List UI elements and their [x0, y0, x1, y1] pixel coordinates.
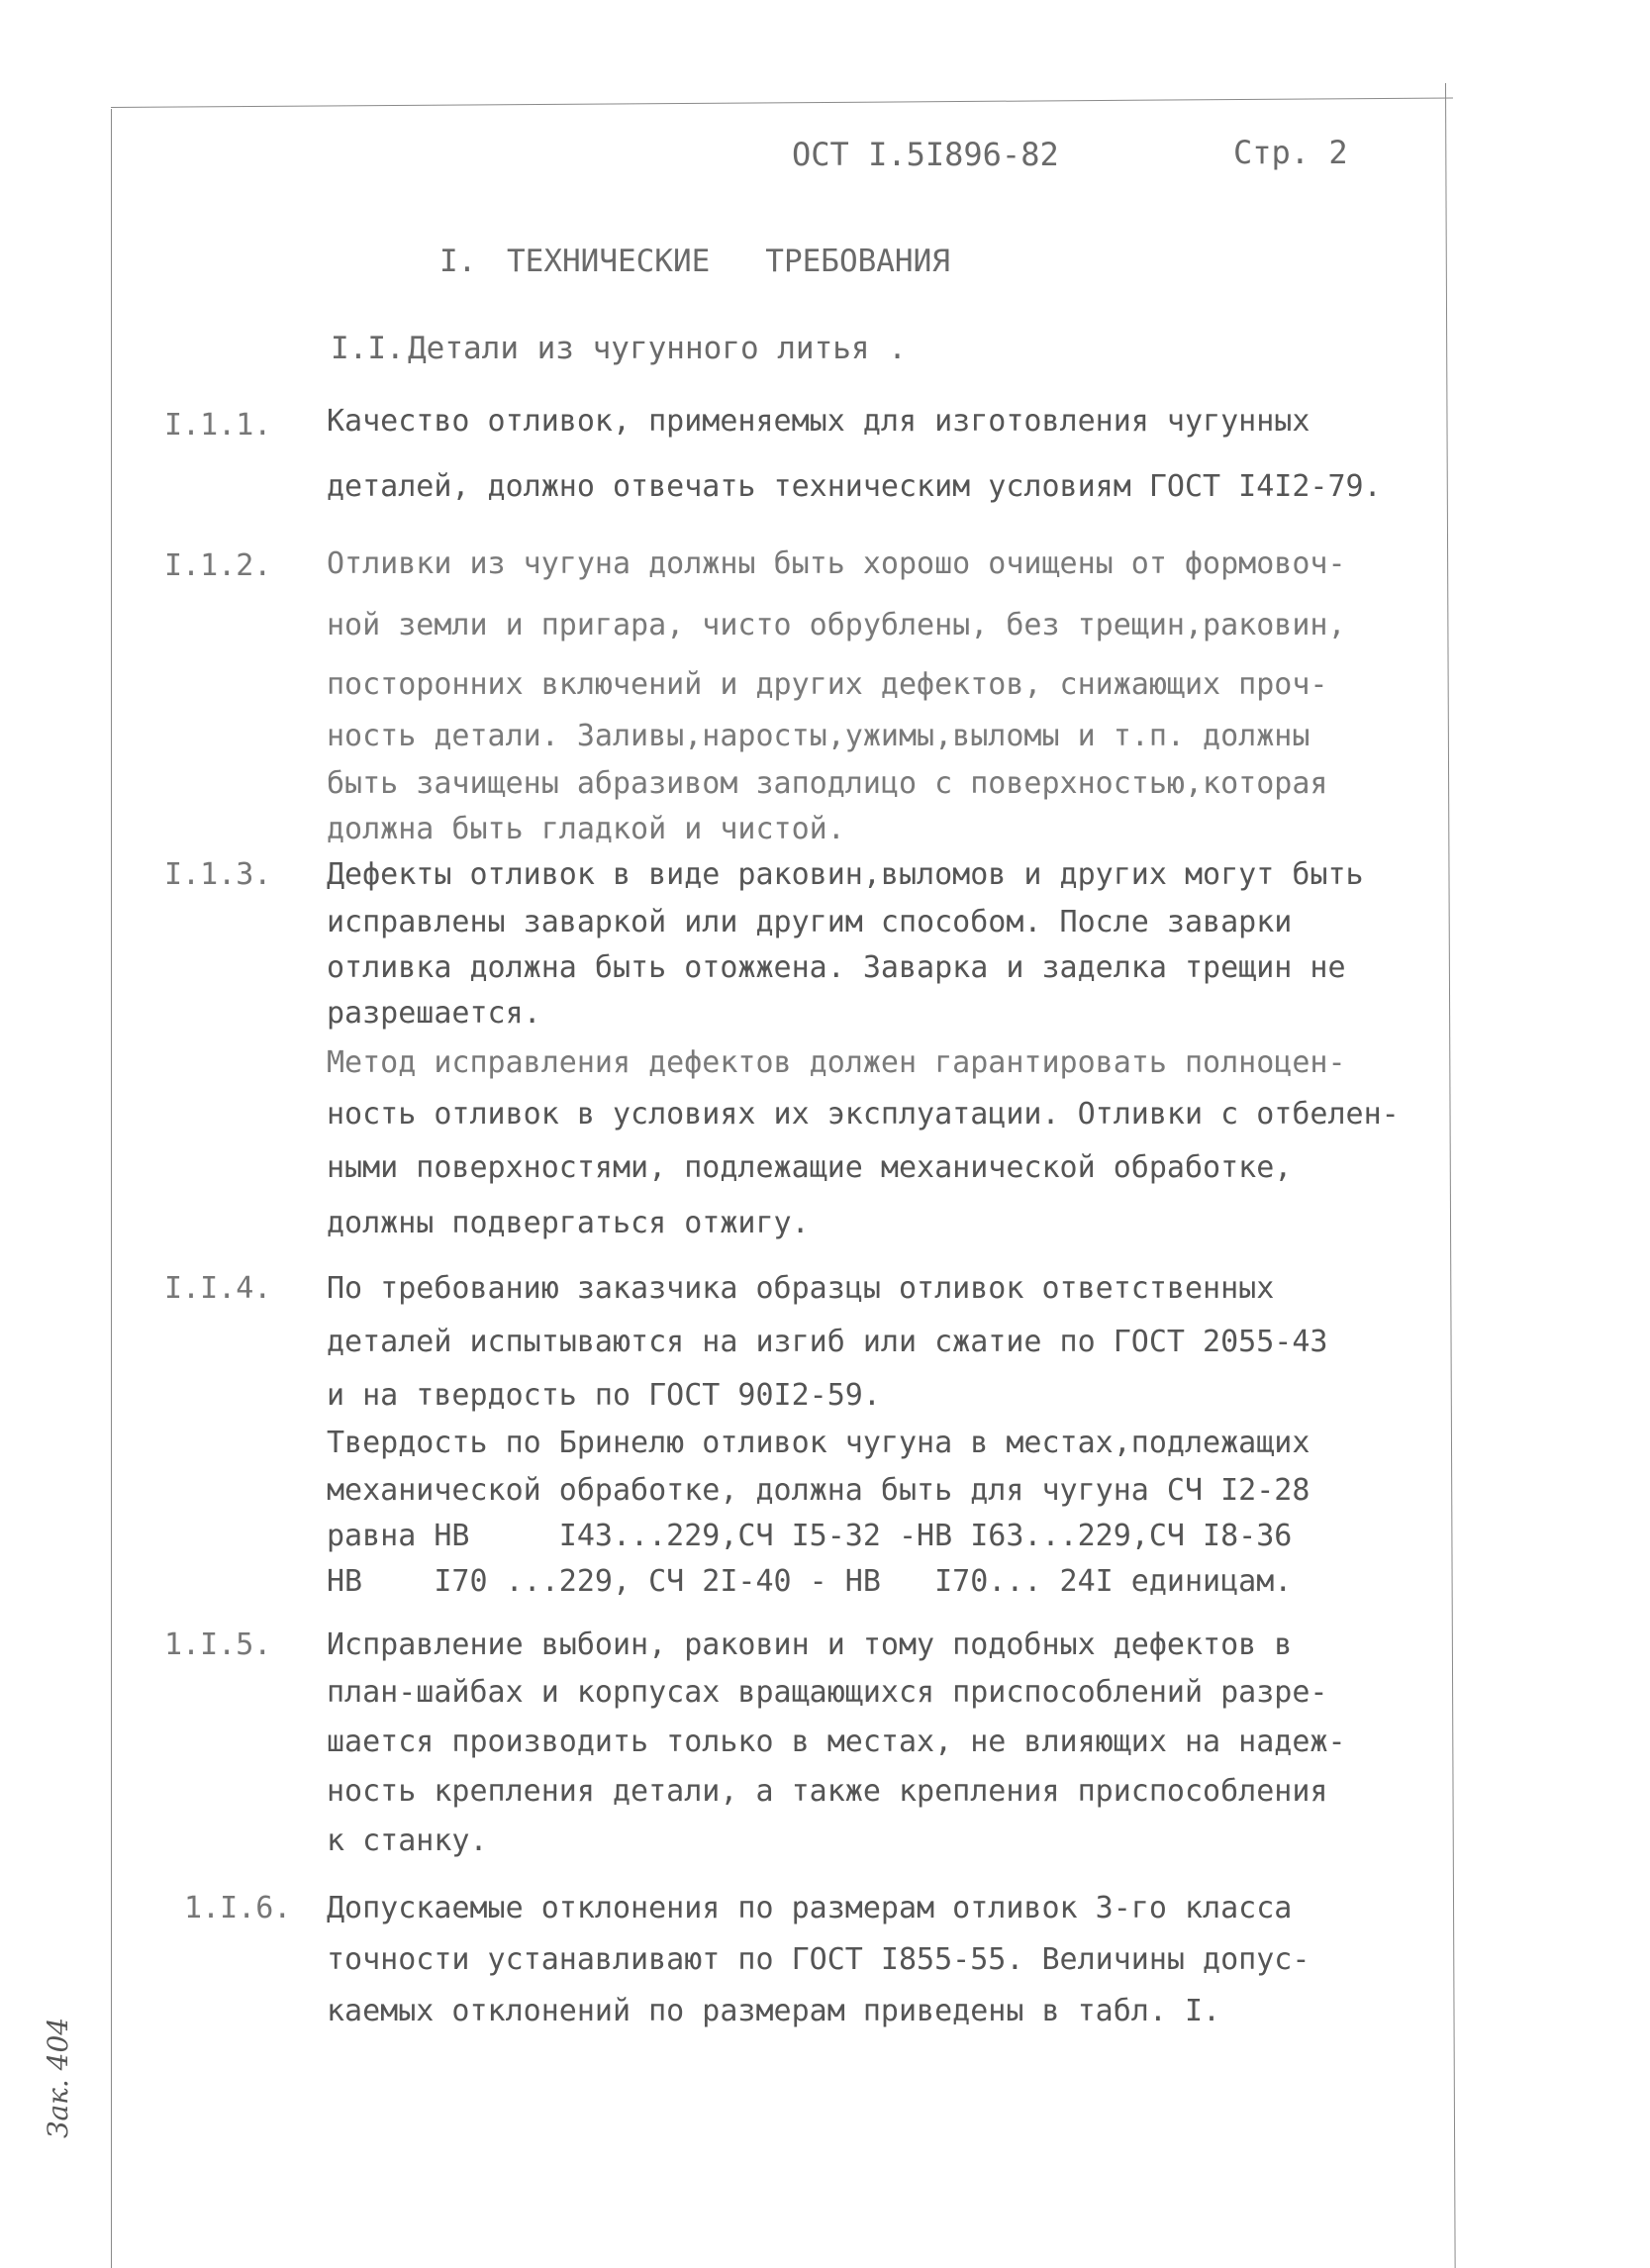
item-line: разрешается. — [327, 996, 541, 1031]
item-line: Твердость по Бринелю отливок чугуна в местах,подлежащих — [327, 1426, 1310, 1460]
subsection-title: Детали из чугунного литья . — [408, 331, 907, 366]
item-line: ной земли и пригара, чисто обрублены, без трещин,раковин, — [327, 608, 1346, 642]
item-line: Метод исправления дефектов должен гарантировать полноцен- — [327, 1045, 1346, 1080]
item-line: должны подвергаться отжигу. — [327, 1206, 810, 1240]
item-line: быть зачищены абразивом заподлицо с поверхностью,которая — [327, 766, 1328, 801]
item-number: 1.I.5. — [164, 1627, 272, 1662]
subsection-number: I.I. — [331, 331, 405, 366]
item-number: I.1.1. — [164, 408, 272, 443]
item-line: Дефекты отливок в виде раковин,выломов и других могут быть — [327, 857, 1364, 892]
item-line: план-шайбах и корпусах вращающихся приспособлений разре- — [327, 1675, 1328, 1710]
item-line: НВ I70 ...229, СЧ 2I-40 - НВ I70... 24I единицам. — [327, 1564, 1293, 1599]
item-line: Допускаемые отклонения по размерам отливок 3-го класса — [327, 1891, 1293, 1925]
item-line: деталей, должно отвечать техническим условиям ГОСТ I4I2-79. — [327, 469, 1382, 504]
item-line: По требованию заказчика образцы отливок ответственных — [327, 1271, 1275, 1306]
item-line: механической обработке, должна быть для чугуна СЧ I2-28 — [327, 1473, 1310, 1508]
item-number: I.I.4. — [164, 1271, 272, 1306]
item-line: и на твердость по ГОСТ 90I2-59. — [327, 1378, 881, 1413]
item-number: 1.I.6. — [184, 1891, 292, 1925]
item-line: ными поверхностями, подлежащие механической обработке, — [327, 1150, 1293, 1185]
item-number: I.1.3. — [164, 857, 272, 892]
margin-order-note: Зак. 404 — [42, 2017, 74, 2138]
item-line: ность крепления детали, а также крепления приспособления — [327, 1774, 1328, 1809]
item-line: отливка должна быть отожжена. Заварка и заделка трещин не — [327, 950, 1346, 985]
item-line: шается производить только в местах, не влияющих на надеж- — [327, 1725, 1346, 1759]
section-number: I. — [439, 244, 477, 279]
document-number: ОСТ I.5I896-82 — [792, 136, 1059, 173]
page-number: Стр. 2 — [1233, 134, 1348, 171]
item-line: Качество отливок, применяемых для изготовления чугунных — [327, 404, 1310, 439]
section-title: ТЕХНИЧЕСКИЕ ТРЕБОВАНИЯ — [507, 244, 950, 279]
page-frame-left — [111, 109, 112, 2268]
page-frame-top — [111, 98, 1453, 108]
item-line: каемых отклонений по размерам приведены в табл. I. — [327, 1994, 1221, 2028]
item-line: равна НВ I43...229,СЧ I5-32 -НВ I63...229,СЧ I8-36 — [327, 1519, 1293, 1553]
page-frame-right — [1445, 83, 1456, 2268]
item-line: должна быть гладкой и чистой. — [327, 812, 845, 846]
item-line: Отливки из чугуна должны быть хорошо очищены от формовоч- — [327, 546, 1346, 581]
item-line: деталей испытываются на изгиб или сжатие по ГОСТ 2055-43 — [327, 1325, 1328, 1359]
item-number: I.1.2. — [164, 548, 272, 583]
item-line: исправлены заваркой или другим способом. После заварки — [327, 905, 1293, 939]
item-line: к станку. — [327, 1824, 488, 1858]
item-line: ность отливок в условиях их эксплуатации. Отливки с отбелен- — [327, 1097, 1400, 1132]
item-line: ность детали. Заливы,наросты,ужимы,выломы и т.п. должны — [327, 719, 1310, 753]
item-line: посторонних включений и других дефектов, снижающих проч- — [327, 667, 1328, 702]
item-line: Исправление выбоин, раковин и тому подобных дефектов в — [327, 1627, 1293, 1662]
item-line: точности устанавливают по ГОСТ I855-55. Величины допус- — [327, 1942, 1310, 1977]
